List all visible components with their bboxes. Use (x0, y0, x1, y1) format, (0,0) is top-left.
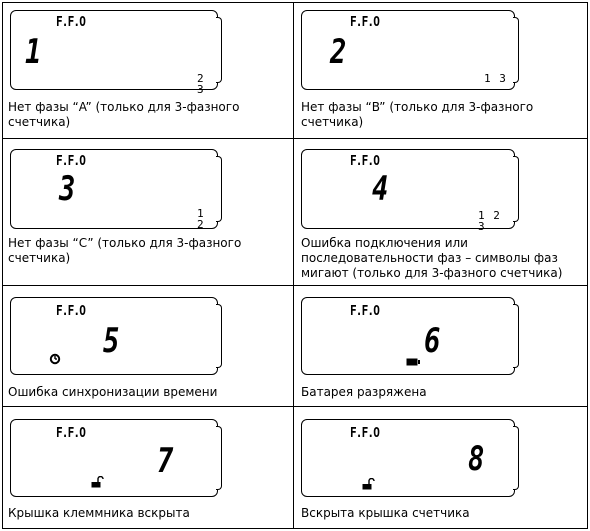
cell-caption: Крышка клеммника вскрыта (8, 506, 190, 520)
lcd-error-digit: 8 (468, 439, 485, 479)
lcd-ffo-label: F.F.O (350, 304, 380, 319)
table-cell (2, 138, 294, 286)
lcd-display (301, 149, 515, 233)
open-lock-icon (91, 476, 105, 488)
lcd-phase-indicators: 1 2 (197, 207, 205, 231)
lcd-display (10, 419, 218, 497)
battery-icon (406, 358, 420, 366)
lcd-ffo-label: F.F.O (350, 154, 380, 169)
lcd-ffo-label: F.F.O (350, 15, 380, 30)
lcd-display (10, 149, 218, 229)
cell-caption: Нет фазы “C” (только для 3-фазного счетчика) (8, 236, 242, 265)
lcd-display (301, 10, 515, 90)
lcd-error-digit: 2 (330, 32, 347, 72)
table-cell (2, 285, 294, 407)
lcd-phase-indicators: 1 2 3 (478, 209, 501, 233)
lcd-display (10, 10, 218, 96)
open-lock-icon (362, 478, 376, 490)
lcd-ffo-label: F.F.O (56, 15, 86, 30)
lcd-display (301, 297, 515, 375)
lcd-phase-indicators: 1 3 (484, 72, 507, 85)
lcd-error-digit: 1 (25, 32, 42, 72)
cell-caption: Вскрыта крышка счетчика (301, 506, 470, 520)
cell-caption: Нет фазы “A” (только для 3-фазного счетчика) (8, 100, 240, 129)
cell-caption: Батарея разряжена (301, 385, 427, 399)
table-cell (2, 406, 294, 529)
lcd-error-digit: 3 (59, 169, 76, 209)
lcd-error-digit: 5 (103, 321, 120, 361)
lcd-error-digit: 6 (424, 321, 441, 361)
lcd-display (301, 419, 515, 497)
cell-caption: Нет фазы “B” (только для 3-фазного счетчика) (301, 100, 534, 129)
lcd-error-digit: 7 (157, 441, 174, 481)
table-cell (293, 2, 588, 139)
lcd-ffo-label: F.F.O (56, 304, 86, 319)
clock-icon (49, 353, 61, 365)
cell-caption: Ошибка синхронизации времени (8, 385, 218, 399)
lcd-ffo-label: F.F.O (56, 426, 86, 441)
lcd-ffo-label: F.F.O (350, 426, 380, 441)
lcd-error-digit: 4 (372, 169, 389, 209)
lcd-phase-indicators: 2 3 (197, 72, 205, 96)
cell-caption: Ошибка подключения или последовательности фаз – символы фаз мигают (только для 3-фазного счетчика) (301, 236, 563, 280)
table-cell (293, 138, 588, 286)
lcd-ffo-label: F.F.O (56, 154, 86, 169)
table-cell (2, 2, 294, 139)
lcd-display (10, 297, 218, 375)
table-cell (293, 285, 588, 407)
table-cell (293, 406, 588, 529)
